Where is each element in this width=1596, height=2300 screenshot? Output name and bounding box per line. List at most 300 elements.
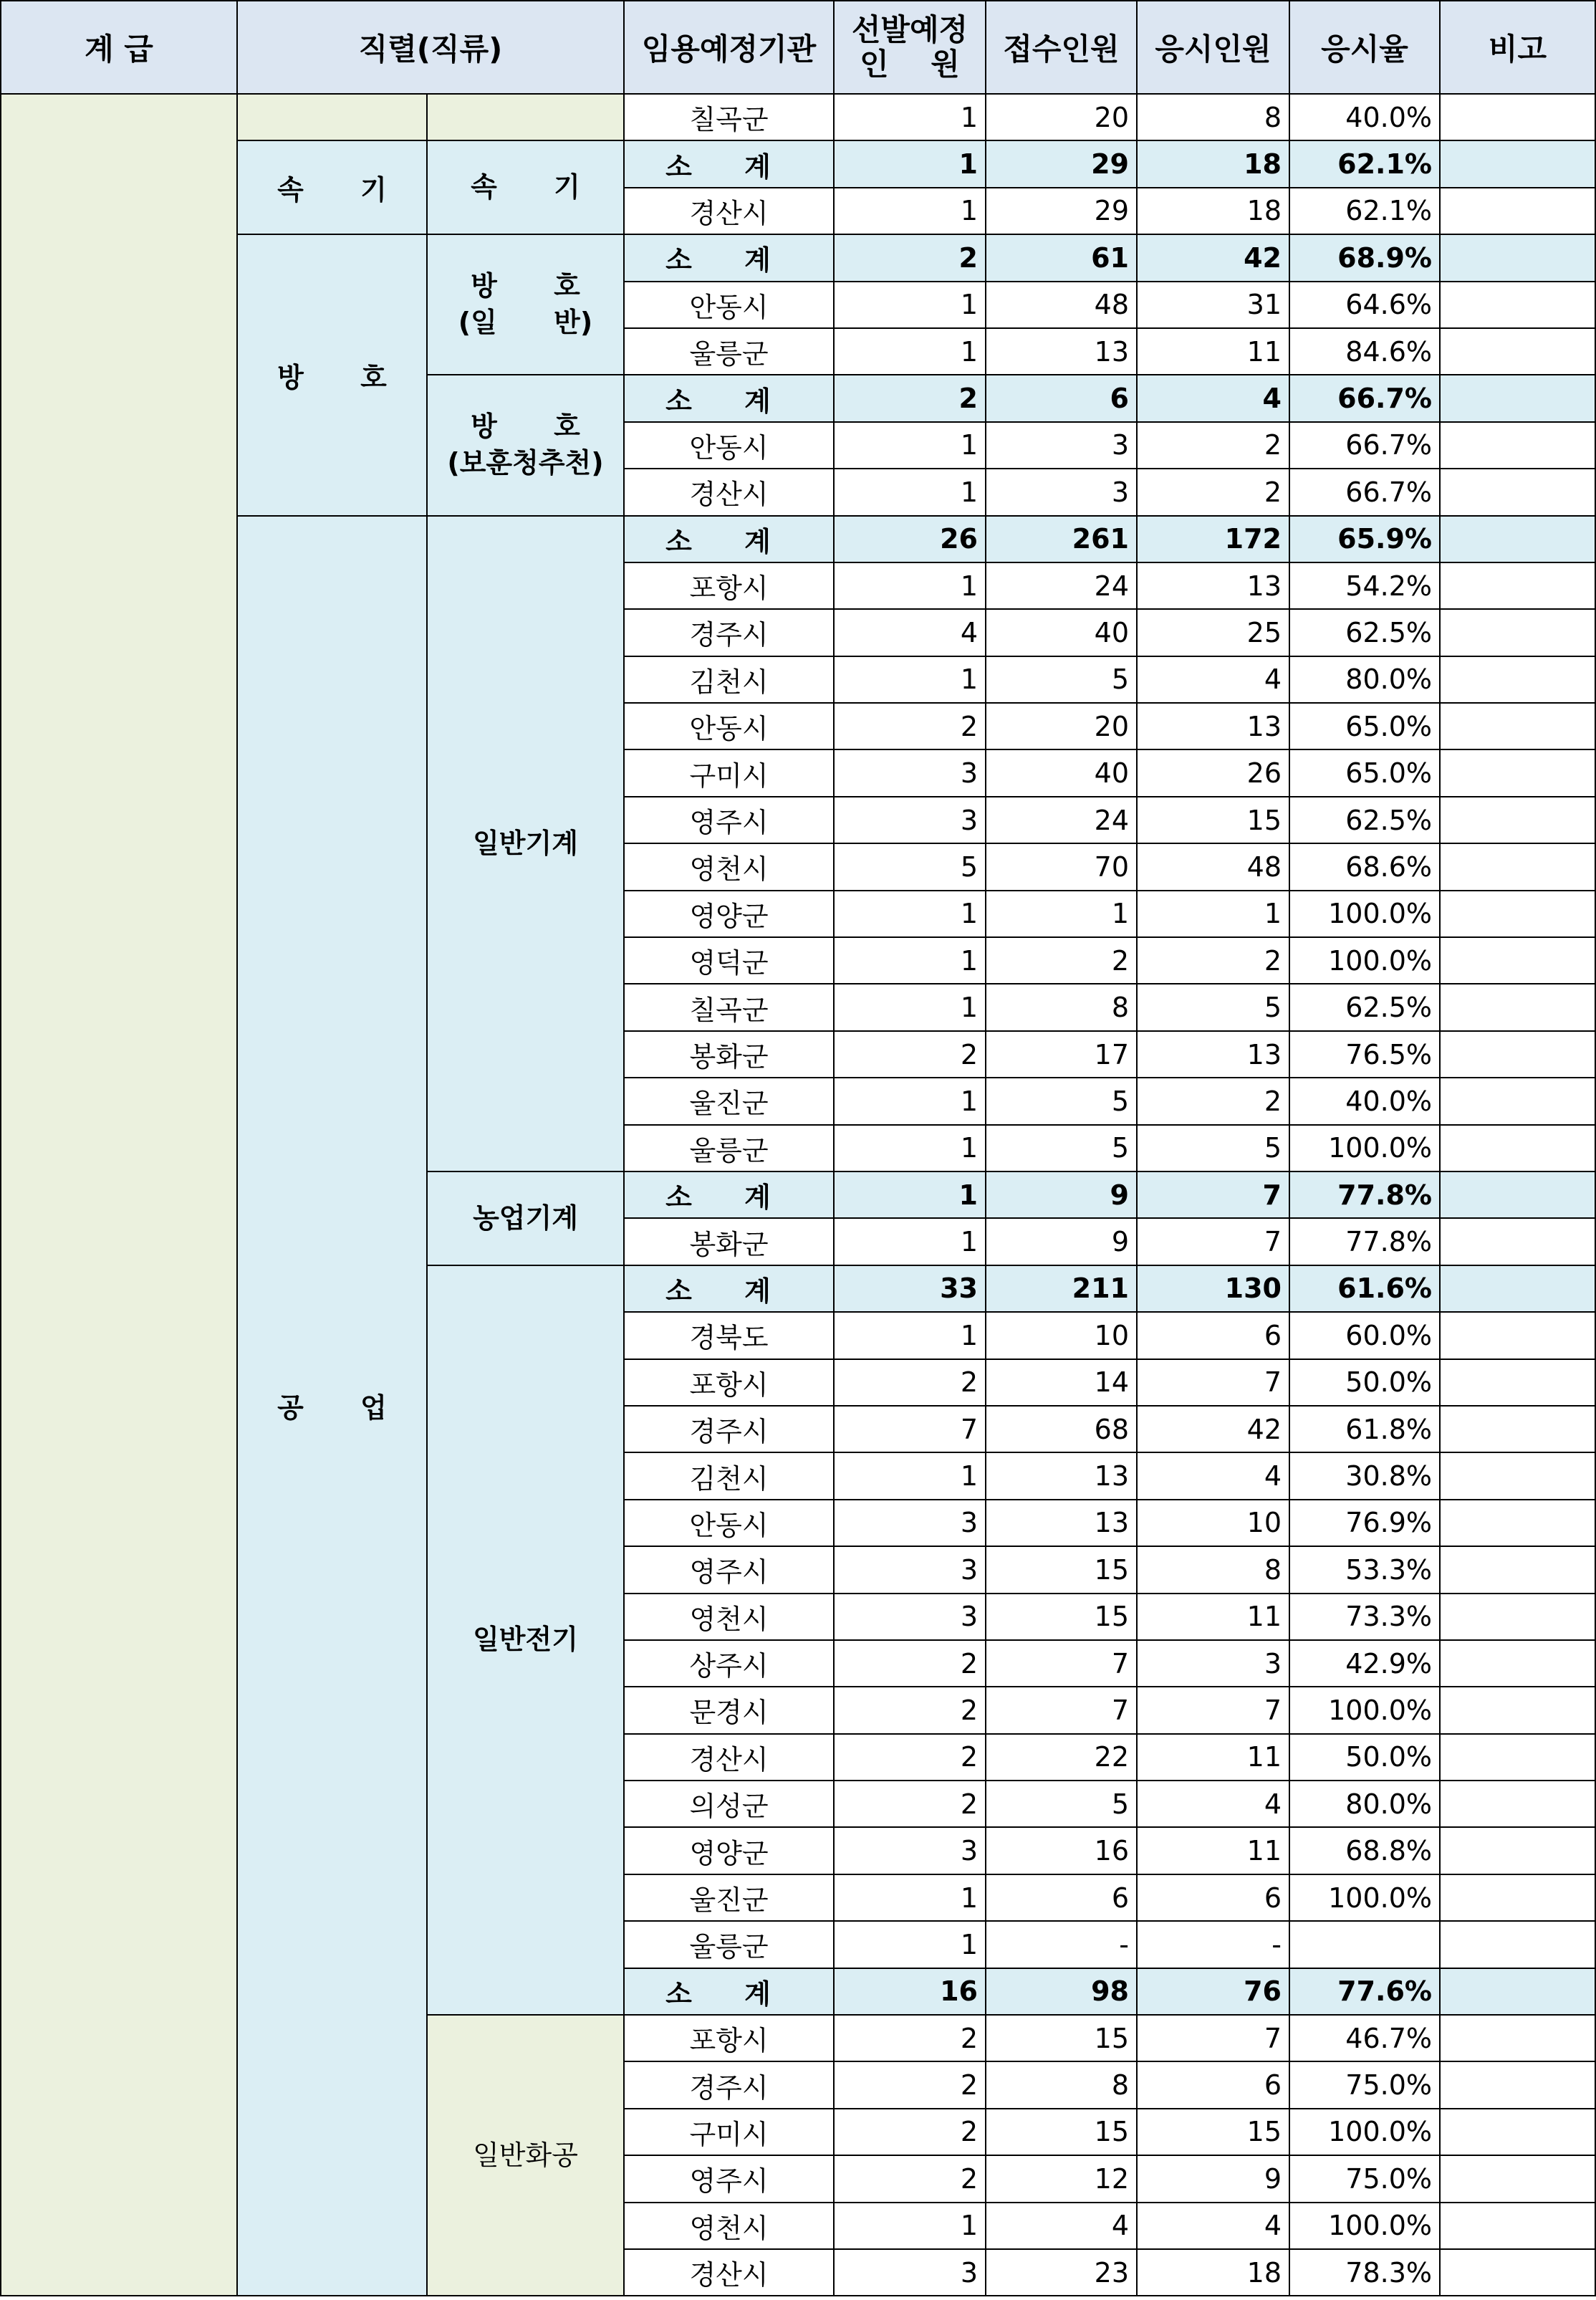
rate-cell: 100.0% [1289,937,1440,984]
remarks-cell [1440,797,1595,843]
applicants-cell: 68 [986,1406,1137,1452]
quota-cell: 3 [834,1594,986,1640]
applicants-cell: 10 [986,1312,1137,1359]
applicants-cell: 22 [986,1734,1137,1781]
examinees-cell: 13 [1137,703,1289,749]
header-quota-line1: 선발예정 [851,11,968,47]
job-series-cell [427,1171,624,1265]
remarks-cell [1440,516,1595,562]
examinees-cell: 4 [1137,656,1289,703]
agency-cell: 소 계 [624,1968,834,2015]
applicants-cell: 13 [986,1500,1137,1546]
quota-cell: 1 [834,140,986,187]
quota-cell: 2 [834,2155,986,2202]
agency-cell: 소 계 [624,1171,834,1218]
remarks-cell [1440,749,1595,796]
quota-cell: 3 [834,797,986,843]
table-row [1,94,1595,140]
agency-cell: 경주시 [624,2061,834,2108]
applicants-cell: 8 [986,984,1137,1030]
applicants-cell: 29 [986,140,1137,187]
examinees-cell: 4 [1137,1452,1289,1499]
applicants-cell: 16 [986,1827,1137,1874]
job-series-cell [427,516,624,1171]
rate-cell: 50.0% [1289,1359,1440,1406]
agency-cell: 안동시 [624,282,834,328]
rate-cell: 62.5% [1289,609,1440,656]
quota-cell: 1 [834,422,986,469]
quota-cell: 2 [834,2061,986,2108]
remarks-cell [1440,1218,1595,1265]
remarks-cell [1440,656,1595,703]
job-series-label: 농업기계 [473,1202,578,1234]
remarks-cell [1440,1452,1595,1499]
remarks-cell [1440,282,1595,328]
remarks-cell [1440,2109,1595,2155]
rate-cell: 50.0% [1289,1734,1440,1781]
job-group-label: 속 기 [277,174,387,206]
agency-cell: 경산시 [624,1734,834,1781]
examinees-cell: 130 [1137,1265,1289,1312]
remarks-cell [1440,1921,1595,1968]
agency-cell: 상주시 [624,1640,834,1687]
grade-cell [1,94,237,2296]
quota-cell: 1 [834,1171,986,1218]
rate-cell: 80.0% [1289,656,1440,703]
job-group-cell [237,516,427,2296]
examinees-cell: 5 [1137,1125,1289,1171]
quota-cell: 1 [834,1125,986,1171]
applicants-cell: 5 [986,1078,1137,1124]
applicants-cell: 4 [986,2203,1137,2249]
applicants-cell: 40 [986,609,1137,656]
job-series-label: 방 호 (보훈청추천) [447,411,604,479]
agency-cell: 안동시 [624,422,834,469]
agency-cell: 포항시 [624,562,834,609]
agency-cell: 칠곡군 [624,94,834,140]
applicants-cell: 5 [986,1125,1137,1171]
quota-cell: 1 [834,562,986,609]
remarks-cell [1440,891,1595,937]
examinees-cell: 3 [1137,1640,1289,1687]
examinees-cell: 7 [1137,2015,1289,2061]
quota-cell: 1 [834,1078,986,1124]
agency-cell: 울릉군 [624,1125,834,1171]
job-series-label: 방 호 (일 반) [458,269,593,339]
rate-cell: 62.5% [1289,984,1440,1030]
rate-cell: 40.0% [1289,1078,1440,1124]
remarks-cell [1440,1827,1595,1874]
remarks-cell [1440,469,1595,515]
examinees-cell: 2 [1137,937,1289,984]
agency-cell: 경주시 [624,609,834,656]
rate-cell: 100.0% [1289,1687,1440,1733]
agency-cell: 안동시 [624,703,834,749]
agency-cell: 소 계 [624,140,834,187]
quota-cell: 3 [834,2249,986,2296]
agency-cell: 포항시 [624,2015,834,2061]
agency-cell: 영양군 [624,891,834,937]
agency-cell: 울릉군 [624,1921,834,1968]
remarks-cell [1440,1781,1595,1827]
applicants-cell: 24 [986,797,1137,843]
quota-cell: 2 [834,1031,986,1078]
quota-cell: 5 [834,843,986,890]
rate-cell: 100.0% [1289,891,1440,937]
examinees-cell: 11 [1137,1734,1289,1781]
rate-cell: 62.5% [1289,797,1440,843]
examinees-cell: 2 [1137,1078,1289,1124]
agency-cell: 소 계 [624,1265,834,1312]
job-group-cell [237,140,427,234]
rate-cell: 73.3% [1289,1594,1440,1640]
quota-cell: 1 [834,1452,986,1499]
rate-cell: 62.1% [1289,140,1440,187]
applicants-cell: 13 [986,1452,1137,1499]
applicants-cell: 1 [986,891,1137,937]
agency-cell: 경산시 [624,2249,834,2296]
subtotal-row [1,234,1595,281]
examinees-cell: 18 [1137,2249,1289,2296]
agency-cell: 영덕군 [624,937,834,984]
job-series-cell [427,2015,624,2296]
examinees-cell: 7 [1137,1687,1289,1733]
quota-cell: 2 [834,375,986,421]
subtotal-row [1,140,1595,187]
applicants-cell: 14 [986,1359,1137,1406]
header-agency: 임용예정기관 [624,1,834,94]
agency-cell: 경주시 [624,1406,834,1452]
rate-cell: 77.8% [1289,1218,1440,1265]
rate-cell: 66.7% [1289,375,1440,421]
agency-cell: 울릉군 [624,328,834,375]
quota-cell: 16 [834,1968,986,2015]
agency-cell: 포항시 [624,1359,834,1406]
examinees-cell: 26 [1137,749,1289,796]
quota-cell: 2 [834,1359,986,1406]
quota-cell: 1 [834,282,986,328]
quota-cell: 2 [834,1687,986,1733]
remarks-cell [1440,562,1595,609]
rate-cell: 30.8% [1289,1452,1440,1499]
applicants-cell: 7 [986,1640,1137,1687]
quota-cell: 2 [834,1640,986,1687]
examinees-cell: 18 [1137,140,1289,187]
applicants-cell: 6 [986,375,1137,421]
quota-cell: 2 [834,1781,986,1827]
remarks-cell [1440,2249,1595,2296]
applicants-cell: 70 [986,843,1137,890]
remarks-cell [1440,1312,1595,1359]
applicants-cell: 24 [986,562,1137,609]
rate-cell: 54.2% [1289,562,1440,609]
agency-cell: 영양군 [624,1827,834,1874]
job-series-cell [427,375,624,515]
quota-cell: 1 [834,2203,986,2249]
job-series-label: 일반화공 [473,2139,578,2171]
examinees-cell: 4 [1137,2203,1289,2249]
examinees-cell: 7 [1137,1171,1289,1218]
remarks-cell [1440,422,1595,469]
rate-cell: 65.0% [1289,703,1440,749]
remarks-cell [1440,1031,1595,1078]
agency-cell: 울진군 [624,1078,834,1124]
examinees-cell: 11 [1137,1827,1289,1874]
examinees-cell: 15 [1137,2109,1289,2155]
agency-cell: 구미시 [624,749,834,796]
agency-cell: 봉화군 [624,1031,834,1078]
applicants-cell: 12 [986,2155,1137,2202]
agency-cell: 의성군 [624,1781,834,1827]
quota-cell: 2 [834,234,986,281]
quota-cell: 3 [834,1546,986,1593]
applicants-cell: 20 [986,94,1137,140]
applicants-cell: 5 [986,656,1137,703]
examinees-cell: 42 [1137,1406,1289,1452]
remarks-cell [1440,1874,1595,1921]
examinees-cell: 5 [1137,984,1289,1030]
applicants-cell: 211 [986,1265,1137,1312]
rate-cell: 60.0% [1289,1312,1440,1359]
quota-cell: 1 [834,469,986,515]
header-series: 직렬(직류) [237,1,624,94]
examinees-cell: 7 [1137,1359,1289,1406]
agency-cell: 문경시 [624,1687,834,1733]
rate-cell: 100.0% [1289,1874,1440,1921]
rate-cell: 64.6% [1289,282,1440,328]
applicants-cell: 3 [986,469,1137,515]
rate-cell: 40.0% [1289,94,1440,140]
remarks-cell [1440,1171,1595,1218]
rate-cell: 77.8% [1289,1171,1440,1218]
job-series-label: 속 기 [471,171,580,203]
job-group-cell [237,94,427,140]
remarks-cell [1440,94,1595,140]
applicants-cell: 13 [986,328,1137,375]
remarks-cell [1440,843,1595,890]
remarks-cell [1440,1359,1595,1406]
examinees-cell: 172 [1137,516,1289,562]
examinees-cell: 76 [1137,1968,1289,2015]
job-series-cell [427,1265,624,2015]
examinees-cell: 10 [1137,1500,1289,1546]
header-grade: 계 급 [1,1,237,94]
job-group-cell [237,234,427,515]
remarks-cell [1440,1406,1595,1452]
quota-cell: 1 [834,656,986,703]
examinees-cell: 6 [1137,2061,1289,2108]
remarks-cell [1440,984,1595,1030]
remarks-cell [1440,1265,1595,1312]
applicants-cell: 40 [986,749,1137,796]
applicants-cell: 9 [986,1218,1137,1265]
agency-cell: 울진군 [624,1874,834,1921]
job-group-label: 공 업 [277,1392,387,1424]
subtotal-row [1,516,1595,562]
remarks-cell [1440,1640,1595,1687]
quota-cell: 2 [834,2109,986,2155]
quota-cell: 1 [834,188,986,234]
quota-cell: 26 [834,516,986,562]
rate-cell: 46.7% [1289,2015,1440,2061]
agency-cell: 봉화군 [624,1218,834,1265]
rate-cell: 61.8% [1289,1406,1440,1452]
remarks-cell [1440,1125,1595,1171]
rate-cell: 62.1% [1289,188,1440,234]
applicants-cell: 8 [986,2061,1137,2108]
agency-cell: 영천시 [624,2203,834,2249]
remarks-cell [1440,234,1595,281]
remarks-cell [1440,1734,1595,1781]
remarks-cell [1440,609,1595,656]
remarks-cell [1440,2015,1595,2061]
examinees-cell: 8 [1137,94,1289,140]
header-applicants: 접수인원 [986,1,1137,94]
examinees-cell: 42 [1137,234,1289,281]
agency-cell: 영주시 [624,1546,834,1593]
remarks-cell [1440,937,1595,984]
applicants-cell: 20 [986,703,1137,749]
agency-cell: 칠곡군 [624,984,834,1030]
quota-cell: 2 [834,2015,986,2061]
remarks-cell [1440,1546,1595,1593]
rate-cell: 77.6% [1289,1968,1440,2015]
quota-cell: 7 [834,1406,986,1452]
examinees-cell: 6 [1137,1874,1289,1921]
quota-cell: 1 [834,1921,986,1968]
examinees-cell: 25 [1137,609,1289,656]
job-series-cell [427,140,624,234]
applicants-cell: 98 [986,1968,1137,2015]
rate-cell: 100.0% [1289,1125,1440,1171]
remarks-cell [1440,375,1595,421]
examinees-cell: 2 [1137,469,1289,515]
rate-cell: 100.0% [1289,2109,1440,2155]
agency-cell: 김천시 [624,1452,834,1499]
examinees-cell: 18 [1137,188,1289,234]
remarks-cell [1440,328,1595,375]
quota-cell: 33 [834,1265,986,1312]
applicants-cell: 17 [986,1031,1137,1078]
applicants-cell: 3 [986,422,1137,469]
remarks-cell [1440,703,1595,749]
quota-cell: 3 [834,1500,986,1546]
examinees-cell: 15 [1137,797,1289,843]
quota-cell: 3 [834,749,986,796]
header-quota-line2: 인 원 [860,47,960,82]
applicants-cell: 7 [986,1687,1137,1733]
rate-cell: 75.0% [1289,2061,1440,2108]
remarks-cell [1440,1687,1595,1733]
quota-cell: 1 [834,1874,986,1921]
rate-cell: 75.0% [1289,2155,1440,2202]
rate-cell: 42.9% [1289,1640,1440,1687]
applicants-cell: 15 [986,2109,1137,2155]
agency-cell: 경북도 [624,1312,834,1359]
rate-cell: 66.7% [1289,469,1440,515]
rate-cell: 65.9% [1289,516,1440,562]
examinees-cell: 7 [1137,1218,1289,1265]
header-remarks: 비고 [1440,1,1595,94]
agency-cell: 소 계 [624,375,834,421]
rate-cell: 61.6% [1289,1265,1440,1312]
rate-cell: 84.6% [1289,328,1440,375]
quota-cell: 1 [834,984,986,1030]
applicants-cell: 23 [986,2249,1137,2296]
agency-cell: 영주시 [624,797,834,843]
applicants-cell: 2 [986,937,1137,984]
rate-cell: 78.3% [1289,2249,1440,2296]
job-series-label: 일반전기 [473,1624,578,1656]
remarks-cell [1440,2203,1595,2249]
examinees-cell: 4 [1137,1781,1289,1827]
examinees-cell: 13 [1137,562,1289,609]
agency-cell: 소 계 [624,516,834,562]
quota-cell: 4 [834,609,986,656]
header-rate: 응시율 [1289,1,1440,94]
remarks-cell [1440,2155,1595,2202]
agency-cell: 경산시 [624,469,834,515]
header-examinees: 응시인원 [1137,1,1289,94]
examinees-cell: - [1137,1921,1289,1968]
job-series-cell [427,234,624,375]
header-quota [834,1,986,94]
applicants-cell: 15 [986,1546,1137,1593]
applicants-cell: 9 [986,1171,1137,1218]
quota-cell: 2 [834,703,986,749]
rate-cell: 66.7% [1289,422,1440,469]
remarks-cell [1440,188,1595,234]
remarks-cell [1440,140,1595,187]
rate-cell: 76.9% [1289,1500,1440,1546]
remarks-cell [1440,1968,1595,2015]
job-series-cell [427,94,624,140]
quota-cell: 3 [834,1827,986,1874]
rate-cell: 53.3% [1289,1546,1440,1593]
header-row [1,1,1595,94]
agency-cell: 영천시 [624,843,834,890]
quota-cell: 1 [834,1312,986,1359]
agency-cell: 영천시 [624,1594,834,1640]
applicants-cell: 15 [986,1594,1137,1640]
remarks-cell [1440,1078,1595,1124]
applicants-cell: 61 [986,234,1137,281]
examinees-cell: 31 [1137,282,1289,328]
agency-cell: 소 계 [624,234,834,281]
examinees-cell: 4 [1137,375,1289,421]
job-series-label: 일반기계 [473,827,578,859]
agency-cell: 구미시 [624,2109,834,2155]
job-group-label: 방 호 [277,361,387,393]
applicants-cell: 261 [986,516,1137,562]
examinees-cell: 1 [1137,891,1289,937]
rate-cell: 68.6% [1289,843,1440,890]
agency-cell: 김천시 [624,656,834,703]
examinees-cell: 2 [1137,422,1289,469]
remarks-cell [1440,1594,1595,1640]
agency-cell: 영주시 [624,2155,834,2202]
examinees-cell: 13 [1137,1031,1289,1078]
quota-cell: 1 [834,891,986,937]
applicants-cell: - [986,1921,1137,1968]
quota-cell: 1 [834,328,986,375]
quota-cell: 1 [834,1218,986,1265]
quota-cell: 1 [834,94,986,140]
applicants-cell: 5 [986,1781,1137,1827]
agency-cell: 경산시 [624,188,834,234]
applicants-cell: 48 [986,282,1137,328]
rate-cell: 80.0% [1289,1781,1440,1827]
